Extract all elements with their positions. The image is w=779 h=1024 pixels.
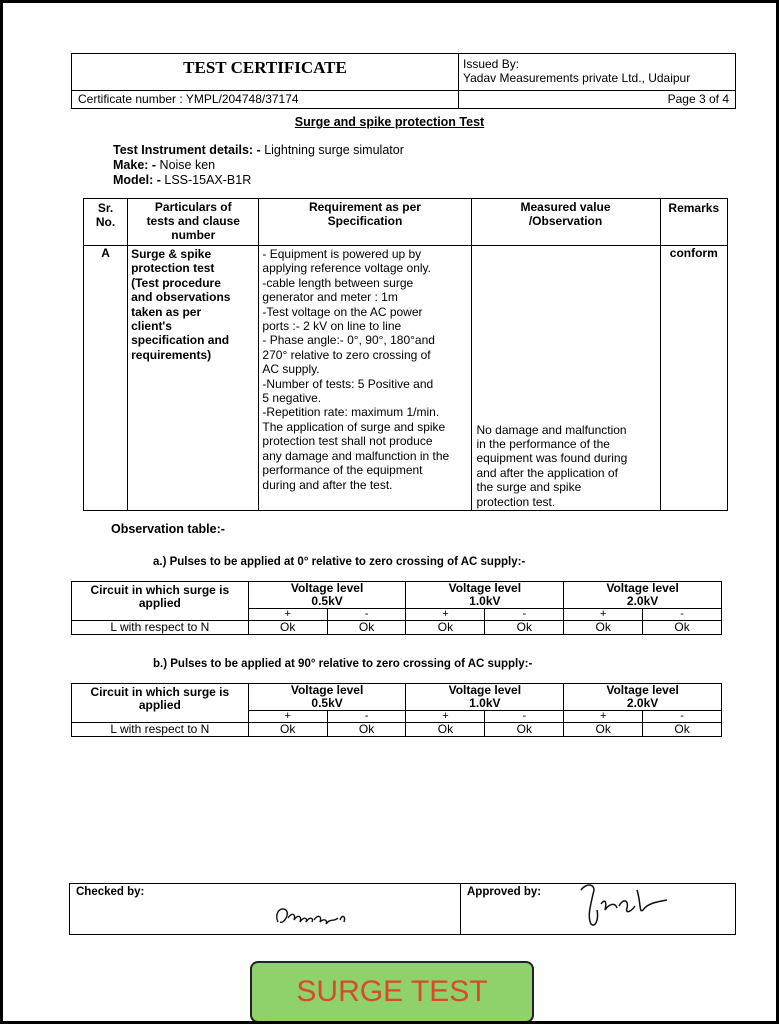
instrument-label: Test Instrument details: - — [113, 143, 261, 157]
sign-minus: - — [327, 711, 406, 723]
voltage-level: 1.0kV — [406, 595, 564, 609]
voltage-label: Voltage level — [406, 582, 564, 596]
voltage-level: 0.5kV — [248, 697, 406, 711]
voltage-label: Voltage level — [564, 582, 722, 596]
table-header-row — [84, 199, 728, 246]
row-remarks: conform — [660, 246, 727, 511]
observation-title: Observation table:- — [111, 522, 225, 536]
row-label: L with respect to N — [72, 723, 249, 737]
row-label: L with respect to N — [72, 621, 249, 635]
result-cell: Ok — [327, 621, 406, 635]
result-cell: Ok — [564, 723, 643, 737]
surge-test-badge: SURGE TEST — [250, 961, 534, 1023]
voltage-level: 0.5kV — [248, 595, 406, 609]
pulse-table-b — [71, 683, 722, 737]
sign-plus: + — [248, 711, 327, 723]
circuit-header: Circuit in which surge is applied — [72, 582, 249, 621]
voltage-level: 2.0kV — [564, 697, 722, 711]
pulse-caption-a: a.) Pulses to be applied at 0° relative to zero crossing of AC supply:- — [153, 556, 526, 568]
issued-by-label: Issued By: — [463, 57, 520, 71]
certificate-number: Certificate number : YMPL/204748/37174 — [72, 91, 459, 109]
circuit-header: Circuit in which surge is applied — [72, 684, 249, 723]
row-requirement: - Equipment is powered up by applying reference voltage only. -cable length between surge generator and meter : 1m -Test voltage on the AC power ports :- 2 kV on line to line - Phase angle:- 0°, 90°, 180°and 270° relative to zero crossing of AC supply. -Number of tests: 5 Positive and 5 negative. -Repetition rate: maximum 1/min. The application of surge and spike protection test shall not produce any damage and malfunction in the performance of the equipment during and after the test. — [259, 246, 471, 511]
row-particulars: Surge & spike protection test (Test procedure and observations taken as per client's specification and requirements) — [128, 246, 259, 511]
make-value: Noise ken — [156, 158, 216, 172]
table-row — [84, 246, 728, 511]
make-label: Make: - — [113, 158, 157, 172]
result-cell: Ok — [406, 723, 485, 737]
voltage-label: Voltage level — [406, 684, 564, 698]
voltage-label: Voltage level — [248, 684, 406, 698]
result-cell: Ok — [248, 723, 327, 737]
voltage-label: Voltage level — [564, 684, 722, 698]
voltage-level: 2.0kV — [564, 595, 722, 609]
issued-by-block — [459, 54, 736, 91]
checked-by-label: Checked by: — [76, 886, 145, 898]
sign-minus: - — [327, 609, 406, 621]
sign-plus: + — [406, 609, 485, 621]
table-row — [72, 723, 722, 737]
checked-by-cell — [70, 884, 461, 935]
result-cell: Ok — [564, 621, 643, 635]
sign-minus: - — [485, 711, 564, 723]
issued-by-value: Yadav Measurements private Ltd., Udaipur — [463, 71, 691, 85]
model-value: LSS-15AX-B1R — [160, 173, 252, 187]
header-requirement: Requirement as per Specification — [259, 199, 471, 246]
row-sr: A — [84, 246, 128, 511]
approved-by-signature — [571, 880, 681, 930]
result-cell: Ok — [643, 723, 722, 737]
result-cell: Ok — [485, 723, 564, 737]
checked-by-signature — [270, 892, 360, 932]
sign-plus: + — [564, 609, 643, 621]
result-cell: Ok — [406, 621, 485, 635]
sign-plus: + — [564, 711, 643, 723]
row-measured: No damage and malfunction in the performance of the equipment was found during and after the application of the surge and spike protection test. — [471, 246, 660, 511]
sign-plus: + — [248, 609, 327, 621]
header-measured: Measured value /Observation — [471, 199, 660, 246]
sign-minus: - — [643, 609, 722, 621]
model-label: Model: - — [113, 173, 161, 187]
instrument-details — [113, 143, 404, 188]
sign-minus: - — [485, 609, 564, 621]
instrument-value: Lightning surge simulator — [260, 143, 404, 157]
certificate-title: TEST CERTIFICATE — [72, 54, 459, 91]
result-cell: Ok — [485, 621, 564, 635]
pulse-caption-b: b.) Pulses to be applied at 90° relative to zero crossing of AC supply:- — [153, 658, 533, 670]
result-cell: Ok — [248, 621, 327, 635]
sign-plus: + — [406, 711, 485, 723]
approved-by-label: Approved by: — [467, 886, 542, 898]
test-results-table — [83, 198, 728, 511]
result-cell: Ok — [643, 621, 722, 635]
table-row — [72, 621, 722, 635]
certificate-header — [71, 53, 736, 109]
voltage-level: 1.0kV — [406, 697, 564, 711]
pulse-table-a — [71, 581, 722, 635]
signature-box — [69, 883, 736, 935]
voltage-label: Voltage level — [248, 582, 406, 596]
approved-by-cell — [461, 884, 736, 935]
header-remarks: Remarks — [660, 199, 727, 246]
header-sr: Sr. No. — [84, 199, 128, 246]
result-cell: Ok — [327, 723, 406, 737]
section-title: Surge and spike protection Test — [294, 115, 485, 129]
page-number: Page 3 of 4 — [459, 91, 736, 109]
sign-minus: - — [643, 711, 722, 723]
header-particulars: Particulars of tests and clause number — [128, 199, 259, 246]
